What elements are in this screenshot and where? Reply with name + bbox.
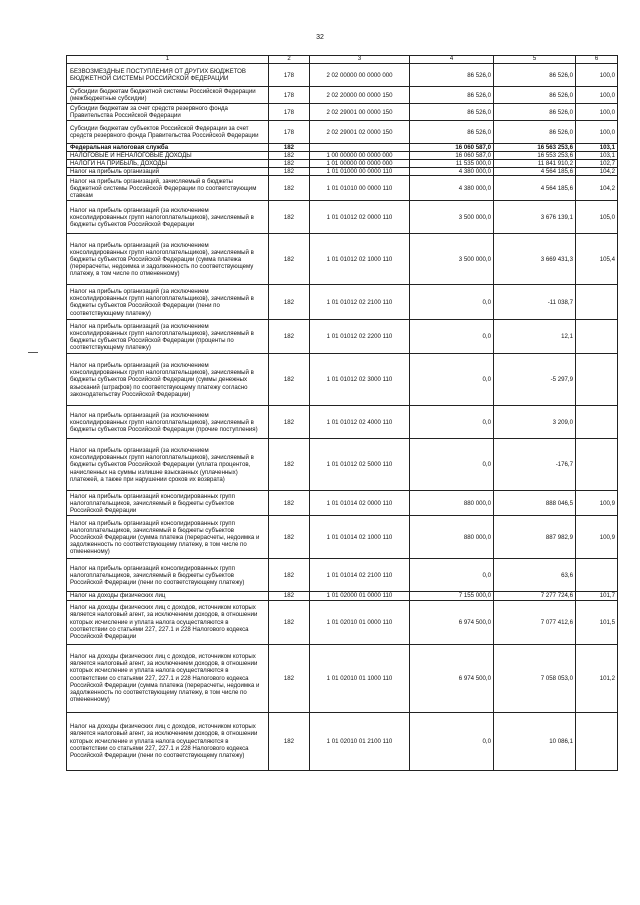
row-name: БЕЗВОЗМЕЗДНЫЕ ПОСТУПЛЕНИЯ ОТ ДРУГИХ БЮДЖЕТОВ БЮДЖЕТНОЙ СИСТЕМЫ РОССИЙСКОЙ ФЕДЕРАЦИИ [67, 64, 269, 87]
revenue-table [66, 55, 618, 771]
row-plan-value: 86 526,0 [410, 121, 494, 144]
row-name: Субсидии бюджетам субъектов Российской Федерации за счет средств резервного фонда Правительства Российской Федерации [67, 121, 269, 144]
row-budget-code: 1 01 01012 02 4000 110 [310, 406, 410, 439]
row-percent [576, 406, 618, 439]
row-plan-value: 0,0 [410, 285, 494, 320]
row-actual-value: 86 526,0 [494, 87, 576, 104]
table-row [67, 160, 618, 168]
row-admin-code: 178 [269, 64, 310, 87]
row-actual-value: 3 676 139,1 [494, 201, 576, 234]
row-percent: 101,7 [576, 592, 618, 600]
table-row [67, 592, 618, 600]
row-plan-value: 0,0 [410, 712, 494, 770]
row-actual-value: 12,1 [494, 320, 576, 354]
table-row [67, 168, 618, 176]
table-header-row [67, 56, 618, 64]
row-percent: 104,2 [576, 176, 618, 201]
row-plan-value: 880 000,0 [410, 491, 494, 516]
row-plan-value: 4 380 000,0 [410, 176, 494, 201]
row-actual-value: 63,6 [494, 559, 576, 592]
row-actual-value: 888 046,5 [494, 491, 576, 516]
row-admin-code: 182 [269, 592, 310, 600]
row-actual-value: 86 526,0 [494, 121, 576, 144]
table-row [67, 201, 618, 234]
row-actual-value: 10 086,1 [494, 712, 576, 770]
row-percent [576, 712, 618, 770]
row-plan-value: 3 500 000,0 [410, 201, 494, 234]
row-admin-code: 178 [269, 104, 310, 121]
row-admin-code: 182 [269, 152, 310, 160]
row-budget-code: 1 01 02010 01 0000 110 [310, 600, 410, 644]
row-budget-code: 2 02 20000 00 0000 150 [310, 87, 410, 104]
row-percent: 102,7 [576, 160, 618, 168]
table-row [67, 176, 618, 201]
row-plan-value: 4 380 000,0 [410, 168, 494, 176]
table-row [67, 121, 618, 144]
row-actual-value: 887 982,9 [494, 516, 576, 559]
row-name: Налог на доходы физических лиц с доходов, источником которых является налоговый агент, за исключением доходов, в отношении которых исчисление и уплата налога осуществляются в соответствии со статьями 227, 227.1 и 228 Налогового кодекса Российской Федерации [67, 600, 269, 644]
row-percent [576, 354, 618, 406]
row-plan-value: 0,0 [410, 559, 494, 592]
table-row [67, 406, 618, 439]
row-percent: 100,0 [576, 121, 618, 144]
row-name: Налог на прибыль организаций (за исключением консолидированных групп налогоплательщиков), зачисляемый в бюджеты субъектов Российской Федерации (пени по соответствующему платежу) [67, 285, 269, 320]
row-admin-code: 182 [269, 491, 310, 516]
table-row [67, 439, 618, 491]
row-percent: 104,2 [576, 168, 618, 176]
row-admin-code: 182 [269, 234, 310, 285]
table-row [67, 320, 618, 354]
row-admin-code: 182 [269, 439, 310, 491]
table-row [67, 491, 618, 516]
row-actual-value: 7 077 412,6 [494, 600, 576, 644]
row-actual-value: 11 841 910,2 [494, 160, 576, 168]
row-name: Налог на прибыль организаций (за исключением консолидированных групп налогоплательщиков), зачисляемый в бюджеты субъектов Российской Федерации (сумма платежа (перерасчеты, недоимка и задолженность по соответствующему платежу, в том числе по отмененному) [67, 234, 269, 285]
row-plan-value: 3 500 000,0 [410, 234, 494, 285]
row-percent: 100,0 [576, 104, 618, 121]
row-admin-code: 178 [269, 87, 310, 104]
row-name: НАЛОГОВЫЕ И НЕНАЛОГОВЫЕ ДОХОДЫ [67, 152, 269, 160]
row-plan-value: 11 535 000,0 [410, 160, 494, 168]
row-plan-value: 86 526,0 [410, 104, 494, 121]
row-admin-code: 182 [269, 559, 310, 592]
table-row [67, 354, 618, 406]
row-admin-code: 182 [269, 160, 310, 168]
row-plan-value: 0,0 [410, 406, 494, 439]
table-row [67, 712, 618, 770]
row-budget-code: 1 01 01012 02 0000 110 [310, 201, 410, 234]
row-budget-code: 2 02 29001 02 0000 150 [310, 121, 410, 144]
row-name: Налог на прибыль организаций консолидированных групп налогоплательщиков, зачисляемый в бюджеты субъектов Российской Федерации (пени по соответствующему платежу) [67, 559, 269, 592]
row-plan-value: 880 000,0 [410, 516, 494, 559]
row-budget-code [310, 144, 410, 152]
header-col-1: 1 [67, 56, 269, 64]
row-budget-code: 2 02 00000 00 0000 000 [310, 64, 410, 87]
row-plan-value: 0,0 [410, 439, 494, 491]
row-name: Субсидии бюджетам бюджетной системы Российской Федерации (межбюджетные субсидии) [67, 87, 269, 104]
row-actual-value: 4 564 185,6 [494, 176, 576, 201]
table-row [67, 644, 618, 712]
row-actual-value: 7 058 053,0 [494, 644, 576, 712]
row-percent: 100,9 [576, 491, 618, 516]
table-body [67, 64, 618, 770]
row-admin-code: 182 [269, 644, 310, 712]
row-actual-value: -176,7 [494, 439, 576, 491]
row-admin-code: 182 [269, 176, 310, 201]
table-row [67, 600, 618, 644]
row-name: НАЛОГИ НА ПРИБЫЛЬ, ДОХОДЫ [67, 160, 269, 168]
row-plan-value: 7 155 000,0 [410, 592, 494, 600]
row-actual-value: 7 277 724,6 [494, 592, 576, 600]
row-percent: 101,2 [576, 644, 618, 712]
row-name: Налог на прибыль организаций (за исключением консолидированных групп налогоплательщиков), зачисляемый в бюджеты субъектов Российской Федерации (уплата процентов, начисленных на суммы излишне взысканных (уплаченных) платежей, а также при нарушении сроков их возврата) [67, 439, 269, 491]
row-percent: 100,0 [576, 64, 618, 87]
row-name: Налог на доходы физических лиц с доходов, источником которых является налоговый агент, за исключением доходов, в отношении которых исчисление и уплата налога осуществляются в соответствии со статьями 227, 227.1 и 228 Налогового кодекса Российской Федерации (сумма платежа (перерасчеты, недоимка и задолженность по соответствующему платежу, в том числе по отмененному) [67, 644, 269, 712]
row-budget-code: 1 00 00000 00 0000 000 [310, 152, 410, 160]
row-plan-value: 86 526,0 [410, 64, 494, 87]
row-plan-value: 6 974 500,0 [410, 600, 494, 644]
page-number: 32 [316, 34, 324, 41]
row-budget-code: 1 01 01012 02 1000 110 [310, 234, 410, 285]
row-plan-value: 16 060 587,0 [410, 152, 494, 160]
row-budget-code: 1 01 01012 02 5000 110 [310, 439, 410, 491]
row-budget-code: 1 01 02000 01 0000 110 [310, 592, 410, 600]
row-budget-code: 1 01 00000 00 0000 000 [310, 160, 410, 168]
row-budget-code: 1 01 01012 02 2100 110 [310, 285, 410, 320]
header-col-4: 4 [410, 56, 494, 64]
row-admin-code: 182 [269, 168, 310, 176]
row-budget-code: 2 02 29001 00 0000 150 [310, 104, 410, 121]
row-admin-code: 182 [269, 516, 310, 559]
row-budget-code: 1 01 01012 02 3000 110 [310, 354, 410, 406]
row-actual-value: 3 669 431,3 [494, 234, 576, 285]
row-admin-code: 182 [269, 285, 310, 320]
header-col-5: 5 [494, 56, 576, 64]
row-name: Налог на прибыль организаций (за исключением консолидированных групп налогоплательщиков), зачисляемый в бюджеты субъектов Российской Федерации (прочие поступления) [67, 406, 269, 439]
row-admin-code: 182 [269, 712, 310, 770]
row-plan-value: 86 526,0 [410, 87, 494, 104]
row-budget-code: 1 01 02010 01 2100 110 [310, 712, 410, 770]
row-budget-code: 1 01 02010 01 1000 110 [310, 644, 410, 712]
row-percent [576, 559, 618, 592]
row-admin-code: 182 [269, 354, 310, 406]
table-row [67, 152, 618, 160]
row-actual-value: -11 038,7 [494, 285, 576, 320]
row-actual-value: 4 564 185,6 [494, 168, 576, 176]
row-name: Налог на прибыль организаций [67, 168, 269, 176]
row-actual-value: 16 553 253,6 [494, 152, 576, 160]
row-name: Федеральная налоговая служба [67, 144, 269, 152]
header-col-2: 2 [269, 56, 310, 64]
row-percent [576, 320, 618, 354]
row-percent: 105,0 [576, 201, 618, 234]
row-budget-code: 1 01 01010 00 0000 110 [310, 176, 410, 201]
row-percent: 100,9 [576, 516, 618, 559]
row-budget-code: 1 01 01012 02 2200 110 [310, 320, 410, 354]
row-admin-code: 182 [269, 144, 310, 152]
row-plan-value: 6 974 500,0 [410, 644, 494, 712]
table-row [67, 144, 618, 152]
row-name: Налог на прибыль организаций (за исключением консолидированных групп налогоплательщиков), зачисляемый в бюджеты субъектов Российской Федерации (проценты по соответствующему платежу) [67, 320, 269, 354]
header-col-3: 3 [310, 56, 410, 64]
row-name: Субсидии бюджетам за счет средств резервного фонда Правительства Российской Федерации [67, 104, 269, 121]
row-admin-code: 178 [269, 121, 310, 144]
row-actual-value: 86 526,0 [494, 104, 576, 121]
row-admin-code: 182 [269, 600, 310, 644]
row-budget-code: 1 01 01014 02 0000 110 [310, 491, 410, 516]
row-name: Налог на доходы физических лиц [67, 592, 269, 600]
row-budget-code: 1 01 01000 00 0000 110 [310, 168, 410, 176]
row-percent: 101,5 [576, 600, 618, 644]
row-percent: 105,4 [576, 234, 618, 285]
row-actual-value: -5 297,9 [494, 354, 576, 406]
row-budget-code: 1 01 01014 02 2100 110 [310, 559, 410, 592]
row-plan-value: 0,0 [410, 320, 494, 354]
header-col-6: 6 [576, 56, 618, 64]
row-actual-value: 3 209,0 [494, 406, 576, 439]
table-row [67, 285, 618, 320]
table-row [67, 234, 618, 285]
row-percent [576, 439, 618, 491]
table-row [67, 516, 618, 559]
row-plan-value: 16 060 587,0 [410, 144, 494, 152]
row-actual-value: 86 526,0 [494, 64, 576, 87]
row-percent [576, 285, 618, 320]
row-name: Налог на прибыль организаций (за исключением консолидированных групп налогоплательщиков), зачисляемый в бюджеты субъектов Российской Федерации [67, 201, 269, 234]
row-admin-code: 182 [269, 406, 310, 439]
row-budget-code: 1 01 01014 02 1000 110 [310, 516, 410, 559]
table-row [67, 87, 618, 104]
table-row [67, 559, 618, 592]
row-percent: 103,1 [576, 152, 618, 160]
row-name: Налог на прибыль организаций (за исключением консолидированных групп налогоплательщиков), зачисляемый в бюджеты субъектов Российской Федерации (суммы денежных взысканий (штрафов) по соответствующему платежу согласно законодательству Российской Федерации) [67, 354, 269, 406]
row-admin-code: 182 [269, 320, 310, 354]
row-name: Налог на доходы физических лиц с доходов, источником которых является налоговый агент, за исключением доходов, в отношении которых исчисление и уплата налога осуществляются в соответствии со статьями 227, 227.1 и 228 Налогового кодекса Российской Федерации (пени по соответствующему платежу) [67, 712, 269, 770]
row-name: Налог на прибыль организаций консолидированных групп налогоплательщиков, зачисляемый в бюджеты субъектов Российской Федерации [67, 491, 269, 516]
row-admin-code: 182 [269, 201, 310, 234]
table-row [67, 104, 618, 121]
row-percent: 100,0 [576, 87, 618, 104]
row-plan-value: 0,0 [410, 354, 494, 406]
margin-mark [28, 352, 38, 353]
row-actual-value: 16 563 253,6 [494, 144, 576, 152]
row-name: Налог на прибыль организаций, зачисляемый в бюджеты бюджетной системы Российской Федерации по соответствующим ставкам [67, 176, 269, 201]
row-percent: 103,1 [576, 144, 618, 152]
table-row [67, 64, 618, 87]
row-name: Налог на прибыль организаций консолидированных групп налогоплательщиков, зачисляемый в бюджеты субъектов Российской Федерации (сумма платежа (перерасчеты, недоимка и задолженность по соответствующему платежу, в том числе по отмененному) [67, 516, 269, 559]
